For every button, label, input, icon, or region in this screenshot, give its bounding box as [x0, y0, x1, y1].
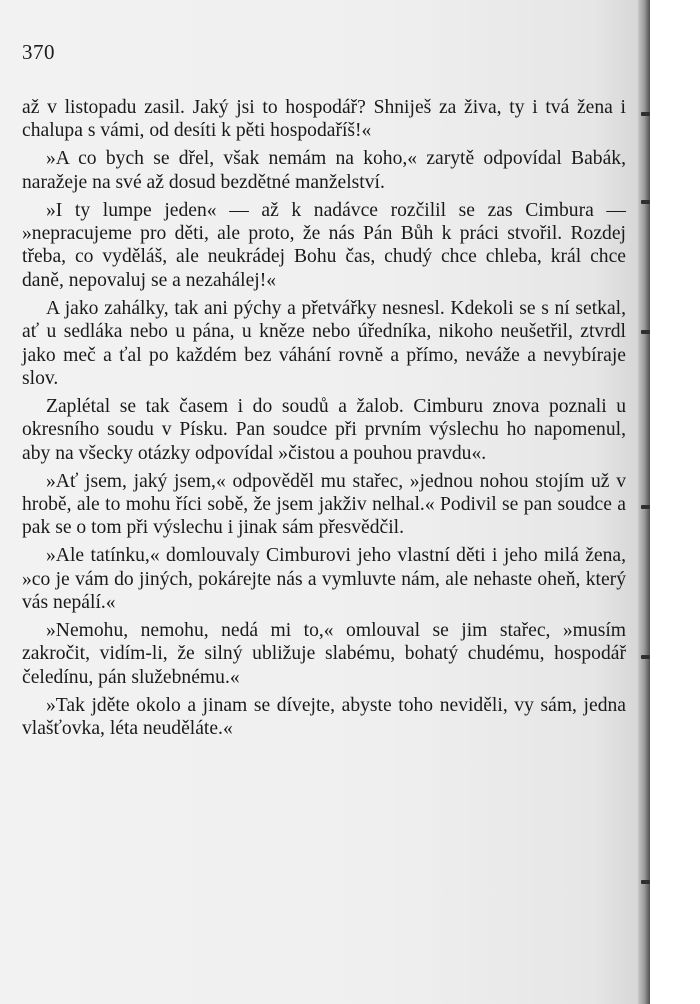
binding-stitch	[641, 655, 650, 659]
paragraph-8: »Nemohu, nemohu, nedá mi to,« omlouval se jim stařec, »musím zakročit, vidím-li, že silný ubližuje slabému, bohatý chudému, hospodář čeledínu, pán služebnému.«	[22, 620, 626, 688]
paragraph-1: až v listopadu zasil. Jaký jsi to hospodář? Shniješ za živa, ty i tvá žena i chalupa s vámi, od desíti k pěti hospodaříš!«	[22, 97, 626, 142]
binding-stitch	[641, 505, 650, 509]
paragraph-7: »Ale tatínku,« domlouvaly Cimburovi jeho vlastní děti i jeho milá žena, »co je vám do jiných, pokárejte nás a vymluvte nám, ale nehaste oheň, který vás nepálí.«	[22, 545, 626, 614]
paragraph-6: »Ať jsem, jaký jsem,« odpověděl mu stařec, »jednou nohou stojím už v hrobě, ale to mohu říci sobě, že jsem jakživ nelhal.« Podivil se pan soudce a pak se o tom při výslechu i jinak sám přesvědčil.	[22, 470, 626, 539]
binding-stitch	[641, 200, 650, 204]
page-text-body	[22, 96, 626, 745]
binding-stitch	[641, 330, 650, 334]
paragraph-3: »I ty lumpe jeden« — až k nadávce rozčilil se zas Cimbura — »nepracujeme pro děti, ale proto, že nás Pán Bůh k práci stvořil. Rozdej třeba, co vyděláš, ale neukrádej Bohu čas, chudý chce chleba, král chce daně, nepovaluj se a nezahálej!«	[22, 199, 626, 291]
paragraph-4: A jako zahálky, tak ani pýchy a přetvářky nesnesl. Kdekoli se s ní setkal, ať u sedláka nebo u pána, u kněze nebo úředníka, nikoho neušetřil, ztvrdl jako meč a ťal po každém bez váhání rovně a přímo, neváže a nevybíraje slov.	[22, 297, 626, 389]
paragraph-2: »A co bych se dřel, však nemám na koho,« zarytě odpovídal Babák, naražeje na své až dosud bezdětné manželství.	[22, 148, 626, 193]
binding-stitch	[641, 112, 650, 116]
page-margin-edge	[650, 0, 700, 1004]
paragraph-5: Zaplétal se tak časem i do soudů a žalob. Cimburu znova poznali u okresního soudu v Písku. Pan soudce při prvním výslechu ho napomenul, aby na všecky otázky odpovídal »čistou a pouhou pravdu«.	[22, 395, 626, 464]
binding-stitch	[641, 880, 650, 884]
paragraph-9: »Tak jděte okolo a jinam se dívejte, abyste toho neviděli, vy sám, jedna vlašťovka, léta neuděláte.«	[22, 694, 626, 740]
page-number: 370	[22, 40, 55, 64]
